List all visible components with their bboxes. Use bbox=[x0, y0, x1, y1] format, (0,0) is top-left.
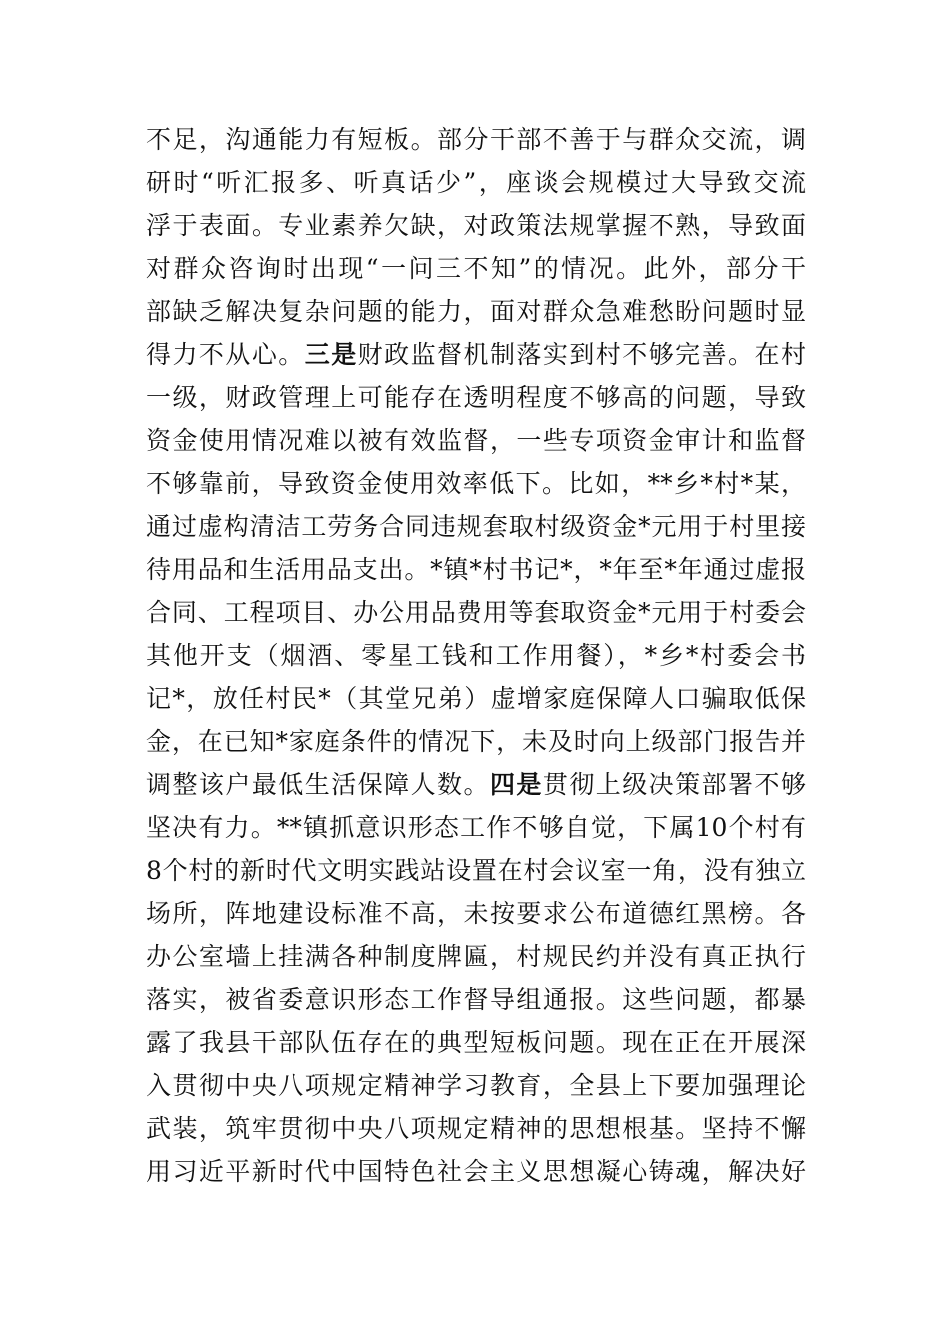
text-run: 不足，沟通能力有短板。部分干部不善于与群众交流，调 bbox=[146, 125, 806, 154]
text-run: 通过虚构清洁工劳务合同违规套取村级资金*元用于村里接 bbox=[146, 512, 806, 541]
text-run: 露了我县干部队伍存在的典型短板问题。现在正在开展深 bbox=[146, 1028, 806, 1057]
text-line bbox=[146, 1150, 806, 1193]
text-line bbox=[146, 505, 806, 548]
text-run: 贯彻上级决策部署不够 bbox=[542, 770, 806, 799]
text-line bbox=[146, 204, 806, 247]
body-text bbox=[146, 118, 806, 1193]
text-line bbox=[146, 935, 806, 978]
text-run: 办公室墙上挂满各种制度牌匾，村规民约并没有真正执行 bbox=[146, 942, 806, 971]
text-run: 金，在已知*家庭条件的情况下，未及时向上级部门报告并 bbox=[146, 727, 806, 756]
text-line bbox=[146, 677, 806, 720]
text-line bbox=[146, 1021, 806, 1064]
text-run: 坚决有力。**镇抓意识形态工作不够自觉，下属10个村有 bbox=[146, 813, 806, 842]
text-run: 财政监督机制落实到村不够完善。在村 bbox=[357, 340, 806, 369]
text-run: 8个村的新时代文明实践站设置在村会议室一角，没有独立 bbox=[146, 856, 806, 885]
text-line bbox=[146, 591, 806, 634]
text-run: 用习近平新时代中国特色社会主义思想凝心铸魂，解决好 bbox=[146, 1157, 806, 1186]
text-run: 对群众咨询时出现“一问三不知”的情况。此外，部分干 bbox=[146, 254, 806, 283]
text-line bbox=[146, 333, 806, 376]
text-run: 记*，放任村民*（其堂兄弟）虚增家庭保障人口骗取低保 bbox=[146, 684, 806, 713]
text-line bbox=[146, 849, 806, 892]
text-run: 其他开支（烟酒、零星工钱和工作用餐），*乡*村委会书 bbox=[146, 641, 806, 670]
text-run: 待用品和生活用品支出。*镇*村书记*，*年至*年通过虚报 bbox=[146, 555, 806, 584]
text-line bbox=[146, 548, 806, 591]
text-run: 研时“听汇报多、听真话少”，座谈会规模过大导致交流 bbox=[146, 168, 806, 197]
text-run: 入贯彻中央八项规定精神学习教育，全县上下要加强理论 bbox=[146, 1071, 806, 1100]
text-run: 场所，阵地建设标准不高，未按要求公布道德红黑榜。各 bbox=[146, 899, 806, 928]
text-run: 浮于表面。专业素养欠缺，对政策法规掌握不熟，导致面 bbox=[146, 211, 806, 240]
bold-lead-phrase: 四是 bbox=[489, 770, 543, 799]
text-run: 一级，财政管理上可能存在透明程度不够高的问题，导致 bbox=[146, 383, 806, 412]
text-run: 不够靠前，导致资金使用效率低下。比如，**乡*村*某， bbox=[146, 469, 806, 498]
text-line bbox=[146, 419, 806, 462]
text-line bbox=[146, 763, 806, 806]
text-run: 得力不从心。 bbox=[146, 340, 305, 369]
text-run: 部缺乏解决复杂问题的能力，面对群众急难愁盼问题时显 bbox=[146, 297, 806, 326]
text-line bbox=[146, 1107, 806, 1150]
text-line bbox=[146, 161, 806, 204]
text-line bbox=[146, 978, 806, 1021]
text-line bbox=[146, 376, 806, 419]
text-line bbox=[146, 290, 806, 333]
text-run: 武装，筑牢贯彻中央八项规定精神的思想根基。坚持不懈 bbox=[146, 1114, 806, 1143]
text-line bbox=[146, 1064, 806, 1107]
text-line bbox=[146, 806, 806, 849]
text-line bbox=[146, 892, 806, 935]
text-run: 落实，被省委意识形态工作督导组通报。这些问题，都暴 bbox=[146, 985, 806, 1014]
bold-lead-phrase: 三是 bbox=[304, 340, 358, 369]
text-run: 调整该户最低生活保障人数。 bbox=[146, 770, 490, 799]
text-line bbox=[146, 247, 806, 290]
text-run: 资金使用情况难以被有效监督，一些专项资金审计和监督 bbox=[146, 426, 806, 455]
text-line bbox=[146, 462, 806, 505]
text-run: 合同、工程项目、办公用品费用等套取资金*元用于村委会 bbox=[146, 598, 806, 627]
text-line bbox=[146, 720, 806, 763]
text-line bbox=[146, 118, 806, 161]
text-line bbox=[146, 634, 806, 677]
